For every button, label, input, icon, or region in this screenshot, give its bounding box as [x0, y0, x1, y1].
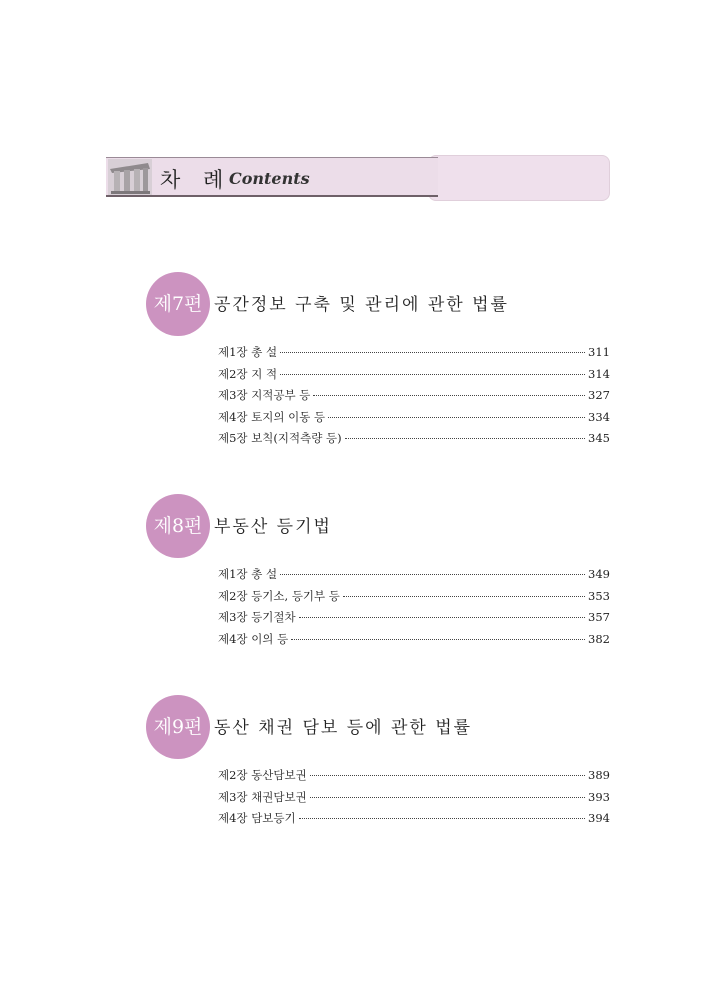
contents-title-korean: 차 례: [160, 168, 232, 192]
toc-entry[interactable]: [218, 767, 610, 789]
toc-entry[interactable]: [218, 588, 610, 610]
pillar-icon: [108, 159, 152, 195]
toc-entry-page: 349: [588, 567, 610, 581]
dot-leader: [291, 639, 585, 640]
toc-entry[interactable]: [218, 366, 610, 388]
toc-entry-list: [218, 566, 610, 652]
toc-entry-page: 311: [588, 345, 610, 359]
toc-entry[interactable]: [218, 789, 610, 811]
toc-entry-page: 394: [588, 811, 610, 825]
dot-leader: [299, 617, 585, 618]
dot-leader: [299, 818, 585, 819]
toc-entry-label: 제2장 지 적: [218, 366, 278, 381]
toc-entry-label: 제4장 이의 등: [218, 631, 289, 646]
toc-entry[interactable]: [218, 609, 610, 631]
part-title[interactable]: 부동산 등기법: [214, 517, 332, 537]
toc-entry[interactable]: [218, 631, 610, 653]
toc-entry[interactable]: [218, 409, 610, 431]
toc-entry-page: 393: [588, 789, 610, 804]
part-badge: 제9편: [146, 695, 210, 759]
toc-entry-label: 제5장 보칙(지적측량 등): [218, 431, 342, 445]
dot-leader: [313, 395, 585, 396]
dot-leader: [310, 775, 585, 776]
toc-entry-label: 제4장 담보등기: [218, 811, 296, 825]
toc-entry[interactable]: [218, 566, 610, 588]
dot-leader: [310, 797, 585, 798]
toc-entry-label: 제3장 등기절차: [218, 610, 296, 624]
toc-entry-list: [218, 344, 610, 452]
dot-leader: [328, 417, 585, 418]
toc-entry-label: 제3장 채권담보권: [218, 789, 307, 804]
toc-entry-label: 제2장 동산담보권: [218, 768, 307, 782]
dot-leader: [345, 438, 585, 439]
toc-entry-page: 334: [588, 409, 610, 424]
toc-entry-label: 제3장 지적공부 등: [218, 388, 311, 402]
toc-entry-label: 제4장 토지의 이동 등: [218, 409, 326, 424]
part-title[interactable]: 공간정보 구축 및 관리에 관한 법률: [214, 295, 509, 315]
dot-leader: [280, 574, 585, 575]
toc-entry[interactable]: [218, 387, 610, 409]
toc-entry[interactable]: [218, 430, 610, 452]
toc-entry-page: 327: [588, 388, 610, 402]
toc-entry[interactable]: [218, 344, 610, 366]
toc-entry-page: 353: [588, 588, 610, 603]
part-badge: 제8편: [146, 494, 210, 558]
toc-entry-page: 382: [588, 631, 610, 646]
dot-leader: [280, 352, 585, 353]
header-band-right: [428, 155, 610, 201]
toc-entry-list: [218, 767, 610, 832]
toc-entry-page: 314: [588, 366, 610, 381]
toc-entry-page: 345: [588, 431, 610, 445]
dot-leader: [343, 596, 585, 597]
toc-entry-label: 제1장 총 설: [218, 345, 278, 359]
dot-leader: [280, 374, 585, 375]
toc-entry-page: 389: [588, 768, 610, 782]
contents-title-english: Contents: [229, 169, 310, 188]
toc-entry[interactable]: [218, 810, 610, 832]
part-title[interactable]: 동산 채권 담보 등에 관한 법률: [214, 718, 473, 738]
toc-entry-label: 제2장 등기소, 등기부 등: [218, 588, 340, 603]
toc-entry-label: 제1장 총 설: [218, 567, 278, 581]
toc-entry-page: 357: [588, 610, 610, 624]
contents-header: [106, 155, 610, 201]
part-badge: 제7편: [146, 272, 210, 336]
